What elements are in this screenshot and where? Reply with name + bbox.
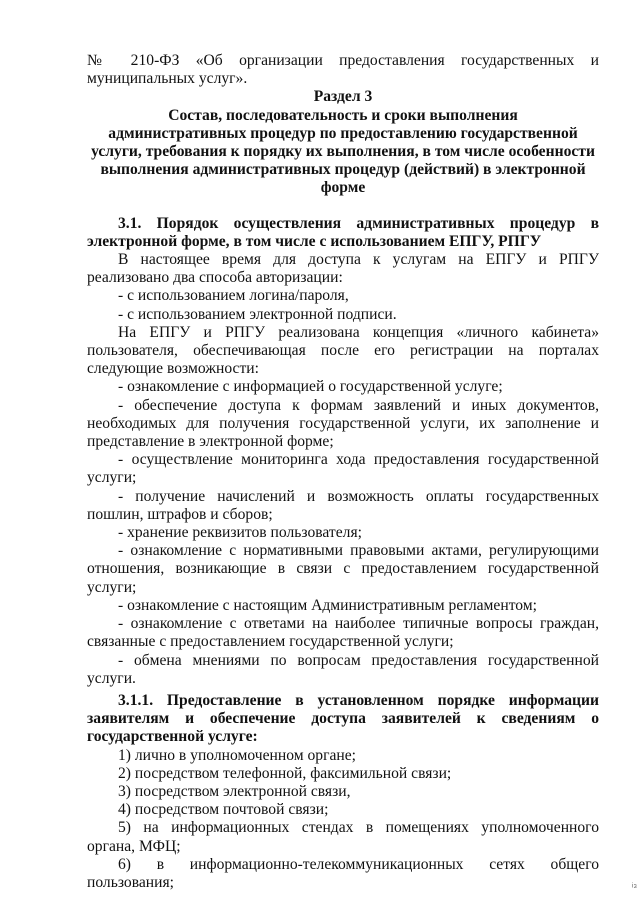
document-body bbox=[87, 52, 599, 892]
feature-item: - ознакомление с настоящим Административным регламентом; bbox=[118, 596, 538, 614]
info-channel-item: 5) на информационных стендах в помещениях уполномоченного органа, МФЦ; bbox=[87, 819, 599, 855]
auth-item: - с использованием электронной подписи. bbox=[118, 305, 397, 323]
feature-item: - обмена мнениями по вопросам предоставления государственной услуги. bbox=[87, 651, 599, 687]
feature-item: - ознакомление с информацией о государственной услуге; bbox=[118, 378, 503, 396]
intro-line-1: № 210-ФЗ «Об организации предоставления государственных и bbox=[87, 52, 599, 69]
info-channel-item: 2) посредством телефонной, факсимильной связи; bbox=[118, 764, 452, 782]
section-number: Раздел 3 bbox=[313, 88, 373, 106]
auth-intro-paragraph: В настоящее время для доступа к услугам на ЕПГУ и РПГУ реализовано два способа авторизации: bbox=[87, 251, 599, 287]
subsection-3-1-heading-line-2: электронной форме, в том числе с использованием ЕПГУ, РПГУ bbox=[87, 232, 542, 250]
auth-item: - с использованием логина/пароля, bbox=[118, 287, 349, 305]
feature-item: - ознакомление с нормативными правовыми актами, регулирующими отношения, возникающие в связи с предоставлением государственной услуги; bbox=[87, 542, 599, 596]
section-title-line: административных процедур по предоставлению государственной bbox=[108, 124, 578, 142]
section-title-line: Состав, последовательность и сроки выполнения bbox=[168, 106, 518, 124]
section-title-line: форме bbox=[320, 179, 366, 197]
cabinet-paragraph: На ЕПГУ и РПГУ реализована концепция «личного кабинета» пользователя, обеспечивающая после его регистрации на порталах следующие возможности: bbox=[87, 323, 599, 378]
subsection-3-1-1-heading: 3.1.1. Предоставление в установленном порядке информации заявителям и обеспечение доступа заявителей к сведениям о государственной услуге: bbox=[87, 691, 599, 746]
feature-item: - хранение реквизитов пользователя; bbox=[118, 524, 362, 542]
subsection-3-1-heading-line-1: 3.1. Порядок осуществления административных процедур в bbox=[118, 214, 599, 232]
feature-item: - обеспечение доступа к формам заявлений и иных документов, необходимых для получения государственной услуги, их заполнение и представление в электронной форме; bbox=[87, 396, 599, 451]
spacer bbox=[87, 198, 599, 215]
section-title-line: выполнения административных процедур (действий) в электронной bbox=[100, 161, 586, 179]
info-channel-item: 1) лично в уполномоченном органе; bbox=[118, 746, 357, 764]
info-channel-item: 3) посредством электронной связи, bbox=[118, 782, 351, 800]
page-corner-mark: ᵢ₃ bbox=[631, 879, 637, 889]
intro-line-2: муниципальных услуг». bbox=[87, 70, 248, 88]
section-title-line: услуги, требования к порядку их выполнения, в том числе особенности bbox=[91, 143, 595, 161]
feature-item: - осуществление мониторинга хода предоставления государственной услуги; bbox=[87, 451, 599, 487]
info-channel-item: 4) посредством почтовой связи; bbox=[118, 801, 329, 819]
feature-item: - получение начислений и возможность оплаты государственных пошлин, штрафов и сборов; bbox=[87, 487, 599, 523]
feature-item: - ознакомление с ответами на наиболее типичные вопросы граждан, связанные с предоставлением государственной услуги; bbox=[87, 615, 599, 651]
info-channel-item: 6) в информационно-телекоммуникационных сетях общего пользования; bbox=[87, 855, 599, 891]
